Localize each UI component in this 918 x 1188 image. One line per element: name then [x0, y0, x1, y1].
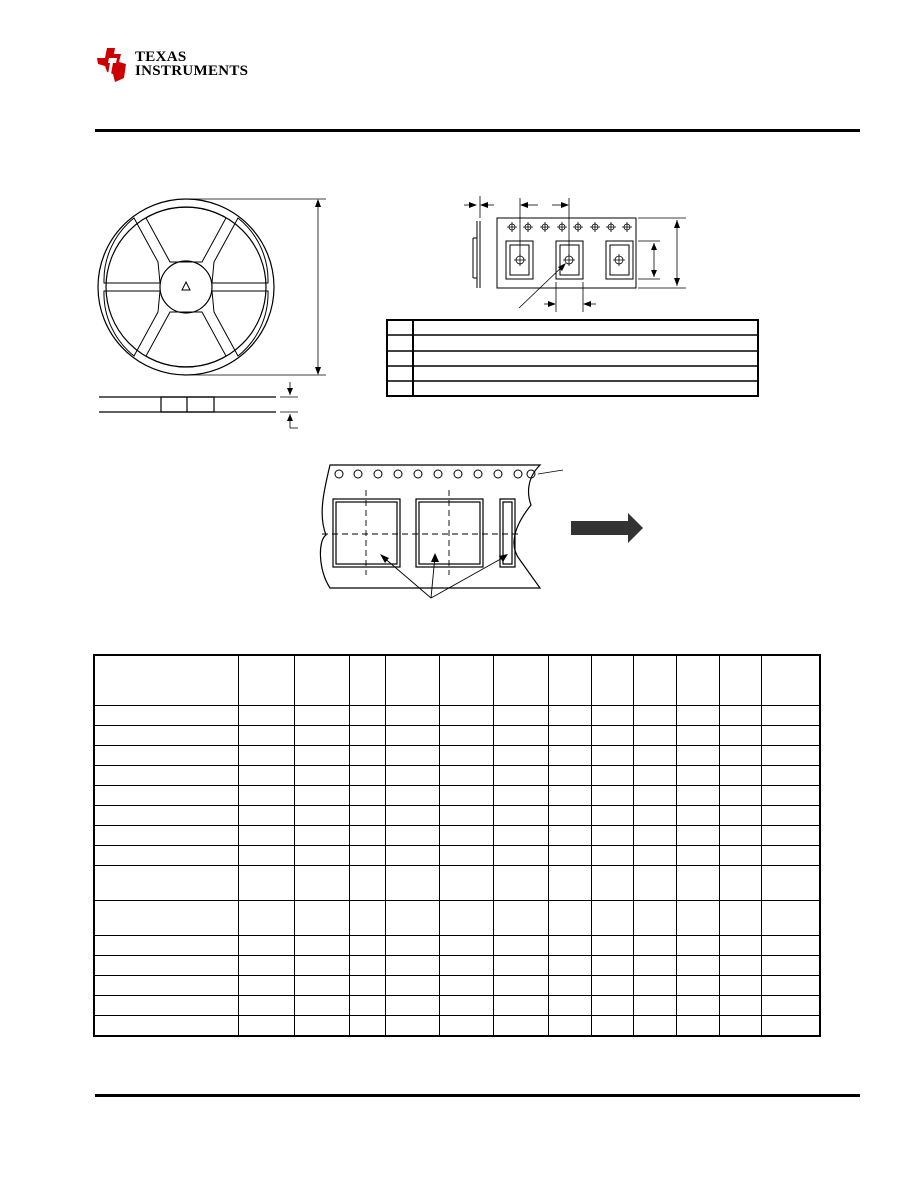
table-row	[94, 726, 820, 746]
reel-diagram	[95, 192, 335, 442]
table-row	[94, 826, 820, 846]
table-row	[94, 766, 820, 786]
table-row	[94, 846, 820, 866]
table-row	[94, 976, 820, 996]
pin1-quadrant-diagram	[310, 455, 670, 605]
table-row	[94, 706, 820, 726]
arrow-right-icon	[571, 513, 643, 543]
table-row	[94, 1016, 820, 1037]
header-rule	[95, 129, 860, 132]
table-row	[94, 956, 820, 976]
table-row	[94, 746, 820, 766]
table-row	[94, 806, 820, 826]
ti-logo-icon	[95, 44, 135, 84]
table-row	[94, 786, 820, 806]
table-row	[94, 996, 820, 1016]
reel-dimensions-table	[93, 654, 821, 1037]
footer-rule	[95, 1094, 860, 1097]
table-row	[94, 901, 820, 936]
table-header-row	[94, 655, 820, 706]
table-row	[94, 936, 820, 956]
ti-logo	[95, 44, 255, 84]
logo-line-1: TEXAS	[135, 49, 187, 65]
table-row	[94, 866, 820, 901]
logo-line-2: INSTRUMENTS	[135, 63, 249, 79]
tape-dimension-diagram	[380, 192, 780, 402]
